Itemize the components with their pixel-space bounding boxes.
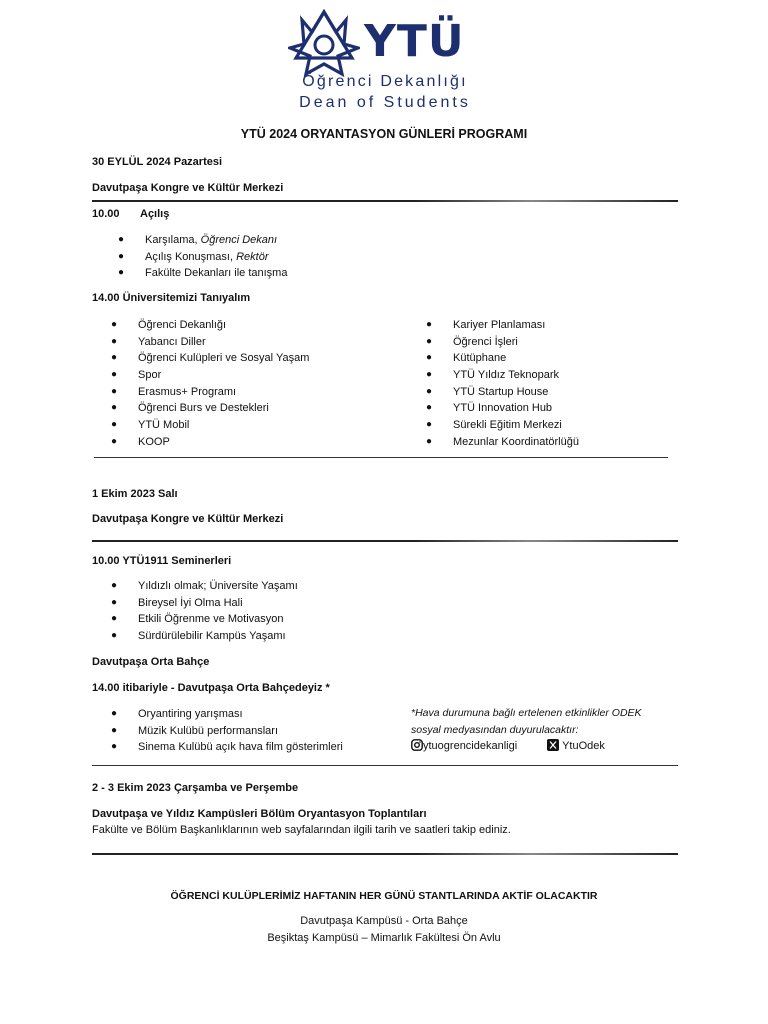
divider xyxy=(92,853,678,855)
session-heading: 14.00 Üniversitemizi Tanıyalım xyxy=(92,292,251,304)
logo-subtitle-en: Dean of Students xyxy=(299,94,471,111)
list-item: ● Öğrenci Burs ve Destekleri xyxy=(111,402,269,415)
list-item: ● KOOP xyxy=(111,435,170,448)
list-item: ● Sürdürülebilir Kampüs Yaşamı xyxy=(111,630,286,643)
list-item: ● Spor xyxy=(111,369,162,382)
list-item: ● Sürekli Eğitim Merkezi xyxy=(426,419,562,432)
list-item: ● YTÜ Mobil xyxy=(111,419,190,432)
list-item: ● Kariyer Planlaması xyxy=(426,319,546,331)
list-item: ● Mezunlar Koordinatörlüğü xyxy=(426,435,579,448)
day2-venue: Davutpaşa Kongre ve Kültür Merkezi xyxy=(92,513,284,525)
list-item: ● YTÜ Yıldız Teknopark xyxy=(426,369,559,382)
footer-line1: Davutpaşa Kampüsü - Orta Bahçe xyxy=(300,915,468,927)
list-item: ● Öğrenci Dekanlığı xyxy=(111,319,227,331)
session-title: Açılış xyxy=(140,208,170,220)
list-item: ● Açılış Konuşması, Rektör xyxy=(118,250,269,263)
list-item: ● Fakülte Dekanları ile tanışma xyxy=(118,267,288,280)
list-item: ● YTÜ Startup House xyxy=(426,385,549,398)
list-item: ● Erasmus+ Programı xyxy=(111,385,237,398)
instagram-icon xyxy=(411,739,423,751)
list-item: ● Etkili Öğrenme ve Motivasyon xyxy=(111,613,284,626)
list-item: ● Öğrenci Kulüpleri ve Sosyal Yaşam xyxy=(111,352,310,365)
clubs-notice: ÖĞRENCİ KULÜPLERİMİZ HAFTANIN HER GÜNÜ STANTLARINDA AKTİF OLACAKTIR xyxy=(170,890,598,902)
list-item: ● Karşılama, Öğrenci Dekanı xyxy=(118,234,278,246)
weather-note-line1: *Hava durumuna bağlı ertelenen etkinlikler ODEK xyxy=(411,707,642,719)
list-item: ● YTÜ Innovation Hub xyxy=(426,402,553,415)
divider xyxy=(94,457,668,458)
page-title: YTÜ 2024 ORYANTASYON GÜNLERİ PROGRAMI xyxy=(240,127,528,141)
list-item: ● Yabancı Diller xyxy=(111,335,206,348)
x-link[interactable] xyxy=(547,739,605,752)
session-heading: 14.00 itibariyle - Davutpaşa Orta Bahçedeyiz * xyxy=(92,682,330,694)
day2-date: 1 Ekim 2023 Salı xyxy=(92,488,178,500)
day2-venue2: Davutpaşa Orta Bahçe xyxy=(92,656,210,668)
list-item: ● Yıldızlı olmak; Üniversite Yaşamı xyxy=(111,580,298,592)
x-handle: YtuOdek xyxy=(562,740,605,752)
x-icon xyxy=(547,739,559,751)
list-item: ● Müzik Kulübü performansları xyxy=(111,724,279,737)
list-item: ● Sinema Kulübü açık hava film gösterimleri xyxy=(111,741,343,754)
seminar-list xyxy=(111,578,298,645)
units-list-right xyxy=(426,317,579,451)
list-item: ● Kütüphane xyxy=(426,352,507,365)
star-emblem-icon xyxy=(288,8,360,80)
day3-text: Fakülte ve Bölüm Başkanlıklarının web sayfalarından ilgili tarih ve saatleri takip ediniz. xyxy=(92,824,511,836)
footer-line2: Beşiktaş Kampüsü – Mimarlık Fakültesi Ön Avlu xyxy=(267,932,501,944)
list-item: ● Oryantiring yarışması xyxy=(111,708,243,720)
opening-list xyxy=(118,232,287,282)
day1-venue: Davutpaşa Kongre ve Kültür Merkezi xyxy=(92,182,284,194)
list-item: ● Öğrenci İşleri xyxy=(426,335,518,348)
instagram-handle: ytuogrencidekanligi xyxy=(423,740,518,752)
day3-date: 2 - 3 Ekim 2023 Çarşamba ve Perşembe xyxy=(92,782,299,794)
instagram-link[interactable] xyxy=(411,739,517,752)
divider xyxy=(92,765,678,766)
list-item: ● Bireysel İyi Olma Hali xyxy=(111,596,243,609)
units-list-left xyxy=(111,317,309,451)
day3-heading: Davutpaşa ve Yıldız Kampüsleri Bölüm Oryantasyon Toplantıları xyxy=(92,808,427,820)
activity-list xyxy=(111,706,343,756)
logo-subtitle-tr: Öğrenci Dekanlığı xyxy=(302,73,468,90)
divider xyxy=(92,540,678,542)
session-heading: 10.00 YTÜ1911 Seminerleri xyxy=(92,555,232,567)
logo-wordmark: YTÜ xyxy=(364,16,465,67)
session-time: 10.00 xyxy=(92,208,120,220)
weather-note-line2: sosyal medyasından duyurulacaktır: xyxy=(411,724,579,736)
divider xyxy=(92,200,678,202)
day1-date: 30 EYLÜL 2024 Pazartesi xyxy=(92,156,223,168)
